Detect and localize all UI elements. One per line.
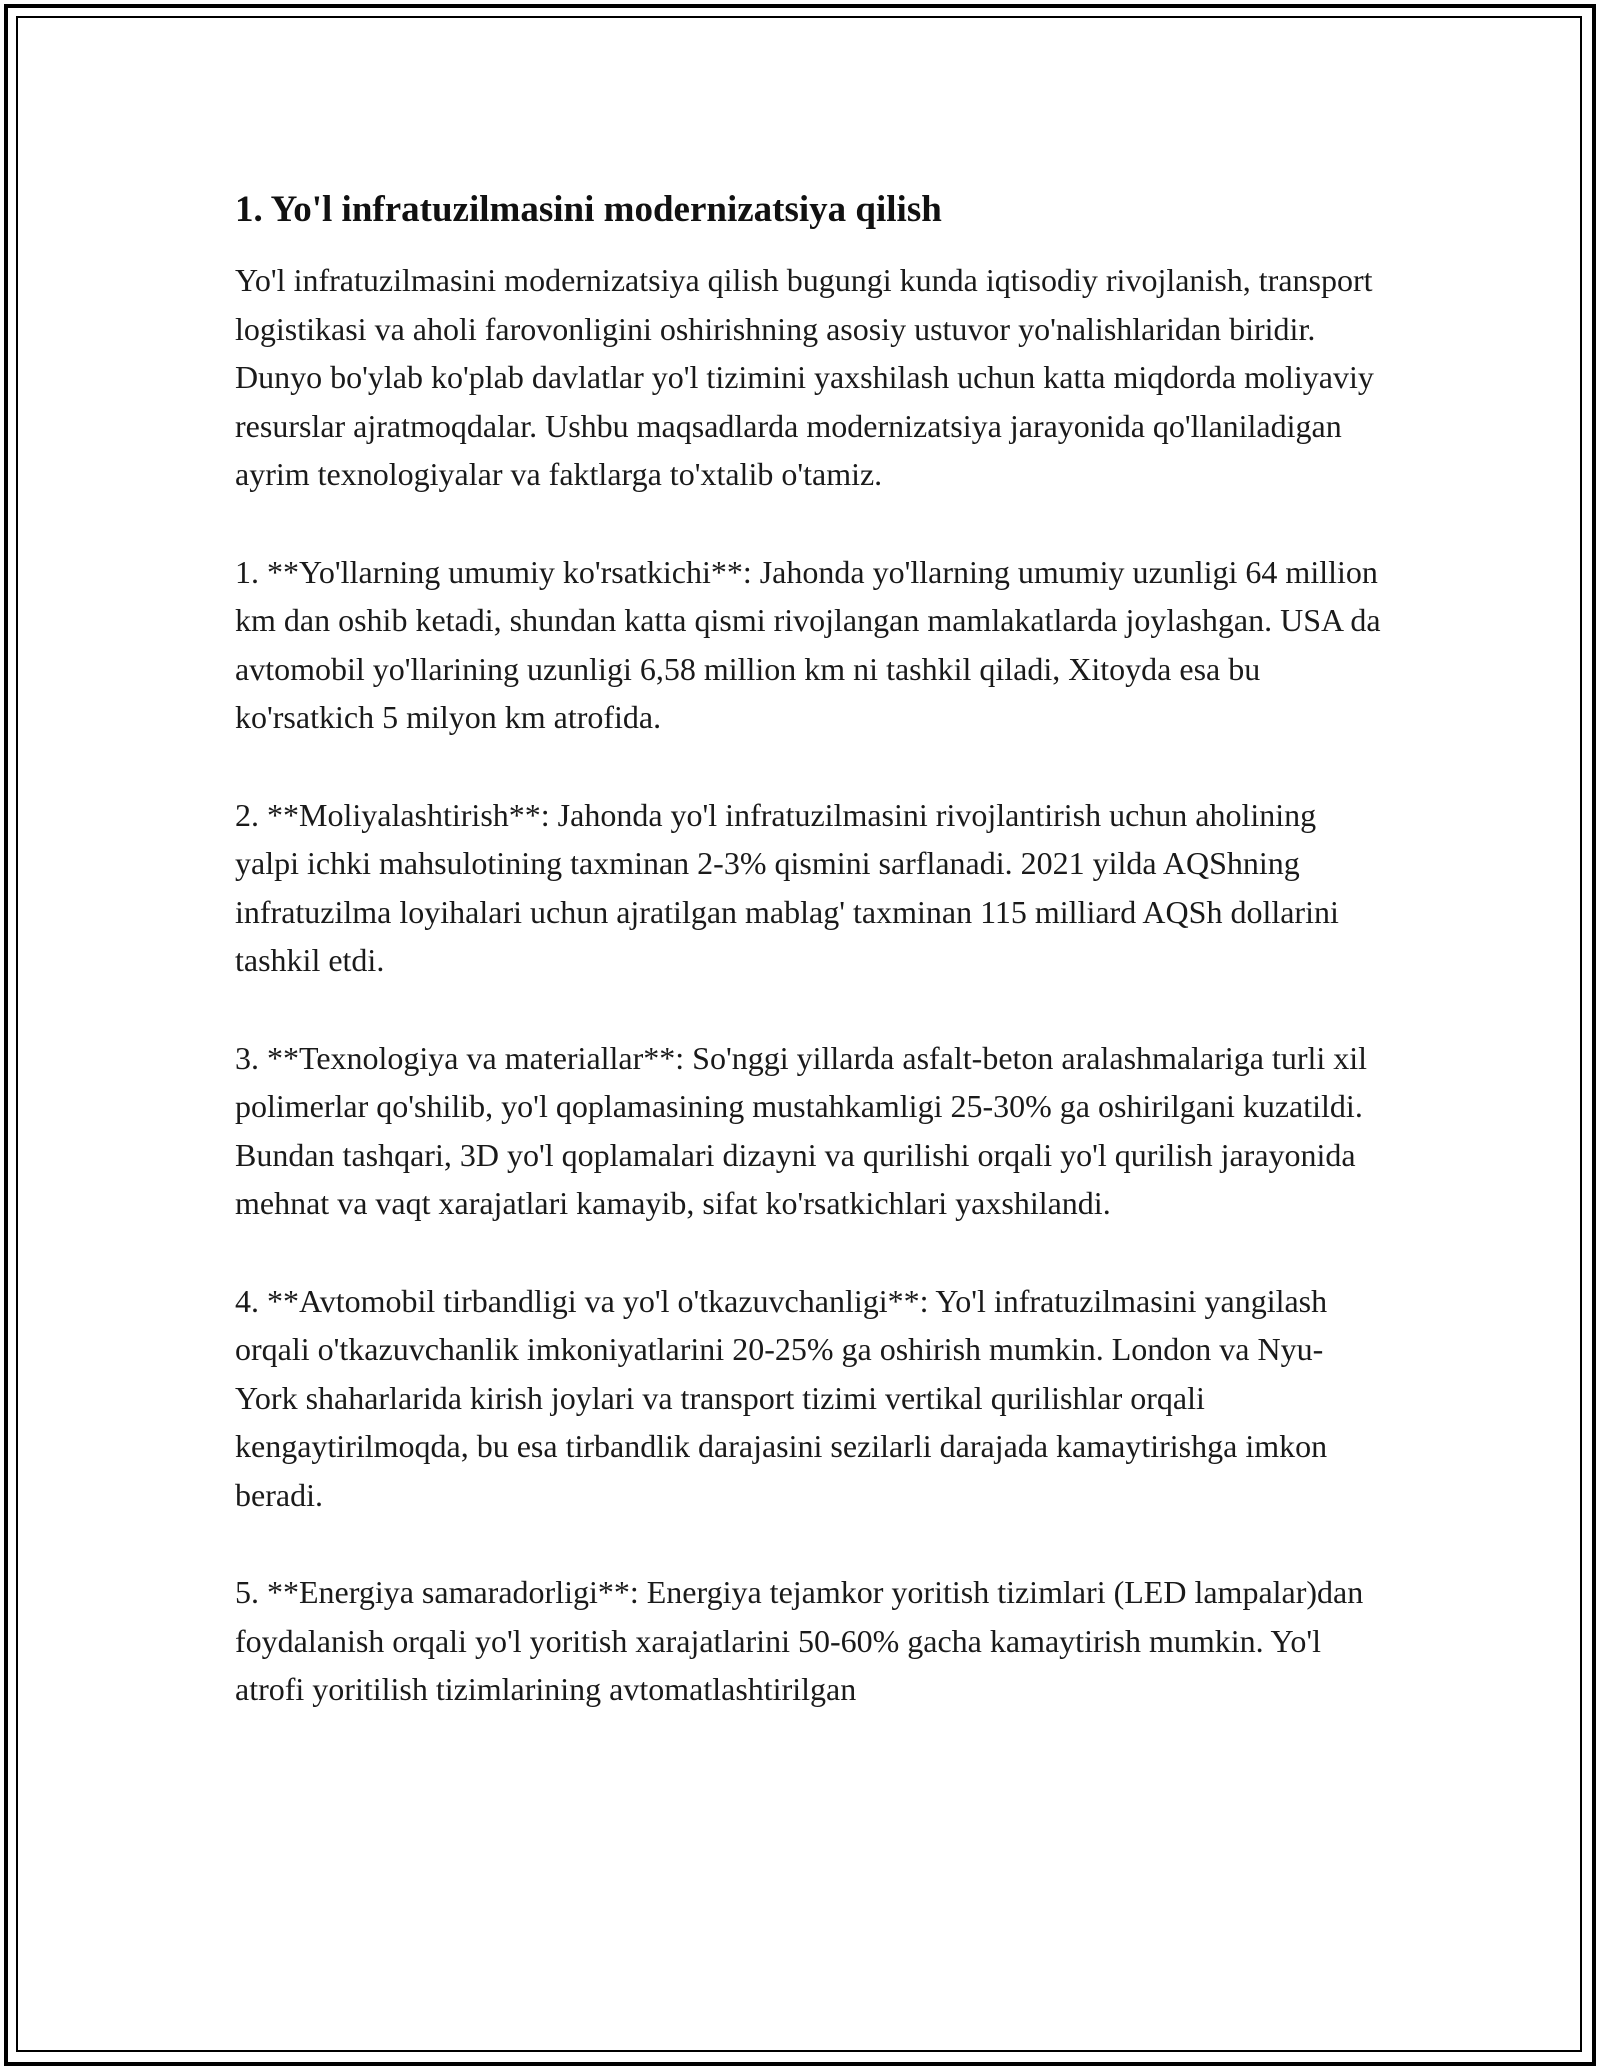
document-body [235,186,1385,1714]
document-title: 1. Yo'l infratuzilmasini modernizatsiya qilish [235,189,942,230]
paragraph-traffic: 4. **Avtomobil tirbandligi va yo'l o'tkazuvchanligi**: Yo'l infratuzilmasini yangilash orqali o'tkazuvchanlik imkoniyatlarini 20-25% ga oshirish mumkin. London va Nyu-York shaharlarida kirish joylari va transport tizimi vertikal qurilishlar orqali kengaytirilmoqda, bu esa tirbandlik darajasini sezilarli darajada kamaytirishga imkon beradi. [235,1282,1328,1513]
paragraph-energy: 5. **Energiya samaradorligi**: Energiya tejamkor yoritish tizimlari (LED lampalar)dan foydalanish orqali yo'l yoritish xarajatlarini 50-60% gacha kamaytirish mumkin. Yo'l atrofi yoritilish tizimlarining avtomatlashtirilgan [235,1574,1364,1707]
paragraph-technology: 3. **Texnologiya va materiallar**: So'nggi yillarda asfalt-beton aralashmalariga turli xil polimerlar qo'shilib, yo'l qoplamasining mustahkamligi 25-30% ga oshirilgani kuzatildi. Bundan tashqari, 3D yo'l qoplamalari dizayni va qurilishi orqali yo'l qurilish jarayonida mehnat va vaqt xarajatlari kamayib, sifat ko'rsatkichlari yaxshilandi. [235,1039,1368,1221]
intro-paragraph: Yo'l infratuzilmasini modernizatsiya qilish bugungi kunda iqtisodiy rivojlanish, transport logistikasi va aholi farovonligini oshirishning asosiy ustuvor yo'nalishlaridan biridir. Dunyo bo'ylab ko'plab davlatlar yo'l tizimini yaxshilash uchun katta miqdorda moliyaviy resurslar ajratmoqdalar. Ushbu maqsadlarda modernizatsiya jarayonida qo'llaniladigan ayrim texnologiyalar va faktlarga to'xtalib o'tamiz. [235,262,1374,492]
paragraph-financing: 2. **Moliyalashtirish**: Jahonda yo'l infratuzilmasini rivojlantirish uchun aholining yalpi ichki mahsulotining taxminan 2-3% qismini sarflanadi. 2021 yilda AQShning infratuzilma loyihalari uchun ajratilgan mablag' taxminan 115 milliard AQSh dollarini tashkil etdi. [235,796,1339,978]
paragraph-road-length: 1. **Yo'llarning umumiy ko'rsatkichi**: Jahonda yo'llarning umumiy uzunligi 64 million km dan oshib ketadi, shundan katta qismi rivojlangan mamlakatlarda joylashgan. USA da avtomobil yo'llarining uzunligi 6,58 million km ni tashkil qiladi, Xitoyda esa bu ko'rsatkich 5 milyon km atrofida. [235,553,1381,735]
